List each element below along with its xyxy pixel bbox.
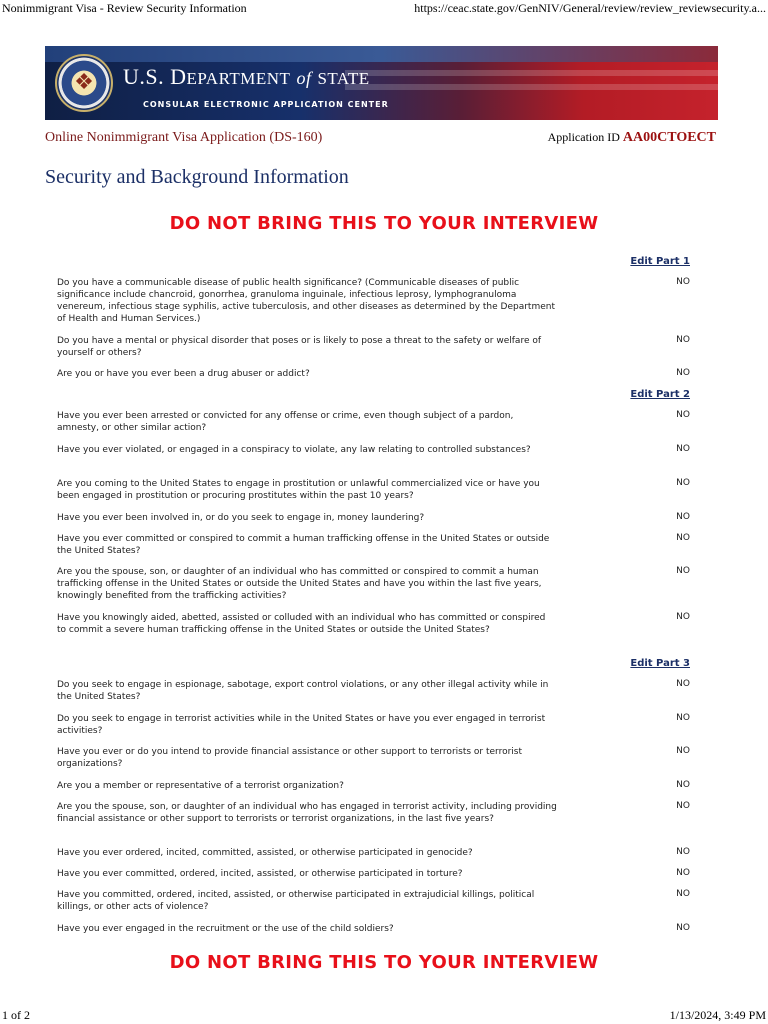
question-row: Do you have a mental or physical disorder that poses or is likely to pose a threat to the safety or welfare of yourself or others? xyxy=(57,336,542,358)
question-row: Have you knowingly aided, abetted, assisted or colluded with an individual who has committed or conspired to commit a severe human trafficking offense in the United States or outside the United States? xyxy=(57,613,546,635)
ceac-subtitle: CONSULAR ELECTRONIC APPLICATION CENTER xyxy=(143,100,389,109)
answer-value: NO xyxy=(676,868,690,878)
warning-banner-top: DO NOT BRING THIS TO YOUR INTERVIEW xyxy=(169,213,599,234)
application-title: Online Nonimmigrant Visa Application (DS-160) xyxy=(45,130,323,145)
eagle-icon: ❖ xyxy=(74,70,94,95)
answer-value: NO xyxy=(676,444,690,454)
edit-part-3-link[interactable]: Edit Part 3 xyxy=(630,658,690,669)
question-row: Have you ever committed, ordered, incited, assisted, or otherwise participated in torture? xyxy=(57,869,463,879)
answer-value: NO xyxy=(676,612,690,622)
question-row: Are you a member or representative of a terrorist organization? xyxy=(57,781,344,791)
answer-value: NO xyxy=(676,410,690,420)
answer-value: NO xyxy=(676,847,690,857)
question-row: Have you ever engaged in the recruitment or the use of the child soldiers? xyxy=(57,924,394,934)
print-page-number: 1 of 2 xyxy=(2,1008,30,1022)
answer-value: NO xyxy=(676,478,690,488)
question-row: Do you seek to engage in espionage, sabotage, export control violations, or any other illegal activity while in the United States? xyxy=(57,680,549,702)
question-row: Have you committed, ordered, incited, assisted, or otherwise participated in extrajudicial killings, political killings, or other acts of violence? xyxy=(57,890,535,912)
question-row: Are you the spouse, son, or daughter of an individual who has committed or conspired to commit a human trafficking offense in the United States or outside the United States and have you within the last five years, knowingly benefited from the trafficking activities? xyxy=(57,567,542,601)
question-row: Have you ever violated, or engaged in a conspiracy to violate, any law relating to controlled substances? xyxy=(57,445,531,455)
question-row: Have you ever or do you intend to provide financial assistance or other support to terrorists or terrorist organizations? xyxy=(57,747,523,769)
answer-value: NO xyxy=(676,713,690,723)
application-id-label: Application ID xyxy=(547,130,620,144)
print-page-title: Nonimmigrant Visa - Review Security Information xyxy=(2,1,247,15)
answer-value: NO xyxy=(676,801,690,811)
print-timestamp: 1/13/2024, 3:49 PM xyxy=(669,1008,766,1022)
application-id-value: AA00CTOECT xyxy=(622,130,716,145)
print-page-url: https://ceac.state.gov/GenNIV/General/review/review_reviewsecurity.a... xyxy=(414,1,766,15)
answer-value: NO xyxy=(676,335,690,345)
department-title: U.S. DEPARTMENT of STATE xyxy=(123,64,370,89)
edit-part-2-link[interactable]: Edit Part 2 xyxy=(630,389,690,400)
answer-value: NO xyxy=(676,533,690,543)
print-footer xyxy=(0,1006,768,1024)
question-row: Are you the spouse, son, or daughter of an individual who has engaged in terrorist activity, including providing financial assistance or other support to terrorists or terrorist organizations, in the last five years? xyxy=(57,802,557,824)
answer-value: NO xyxy=(676,780,690,790)
answer-value: NO xyxy=(676,566,690,576)
answer-value: NO xyxy=(676,512,690,522)
state-department-banner xyxy=(45,46,718,120)
question-row: Have you ever been involved in, or do you seek to engage in, money laundering? xyxy=(57,513,425,523)
print-header xyxy=(0,0,768,16)
question-row: Are you or have you ever been a drug abuser or addict? xyxy=(57,369,310,379)
answer-value: NO xyxy=(676,746,690,756)
answer-value: NO xyxy=(676,368,690,378)
question-row: Are you coming to the United States to engage in prostitution or unlawful commercialized vice or have you been engaged in prostitution or procuring prostitutes within the past 10 years? xyxy=(57,479,540,501)
warning-banner-bottom: DO NOT BRING THIS TO YOUR INTERVIEW xyxy=(169,952,599,973)
question-row: Have you ever ordered, incited, committed, assisted, or otherwise participated in genocide? xyxy=(57,848,473,858)
answer-value: NO xyxy=(676,923,690,933)
answer-value: NO xyxy=(676,679,690,689)
application-id xyxy=(548,130,716,146)
edit-part-1-link[interactable]: Edit Part 1 xyxy=(630,256,690,267)
question-row: Do you have a communicable disease of public health significance? (Communicable diseases of public significance include chancroid, gonorrhea, granuloma inguinale, infectious leprosy, lymphogranuloma venereum, infectious stage syphilis, active tuberculosis, and other diseases as determined by the Department of Health and Human Services.) xyxy=(57,278,555,324)
question-row: Do you seek to engage in terrorist activities while in the United States or have you ever engaged in terrorist activities? xyxy=(57,714,546,736)
question-row: Have you ever committed or conspired to commit a human trafficking offense in the United States or outside the United States? xyxy=(57,534,550,556)
answer-value: NO xyxy=(676,277,690,287)
answer-value: NO xyxy=(676,889,690,899)
section-title: Security and Background Information xyxy=(45,166,349,188)
question-row: Have you ever been arrested or convicted for any offense or crime, even though subject of a pardon, amnesty, or other similar action? xyxy=(57,411,514,433)
